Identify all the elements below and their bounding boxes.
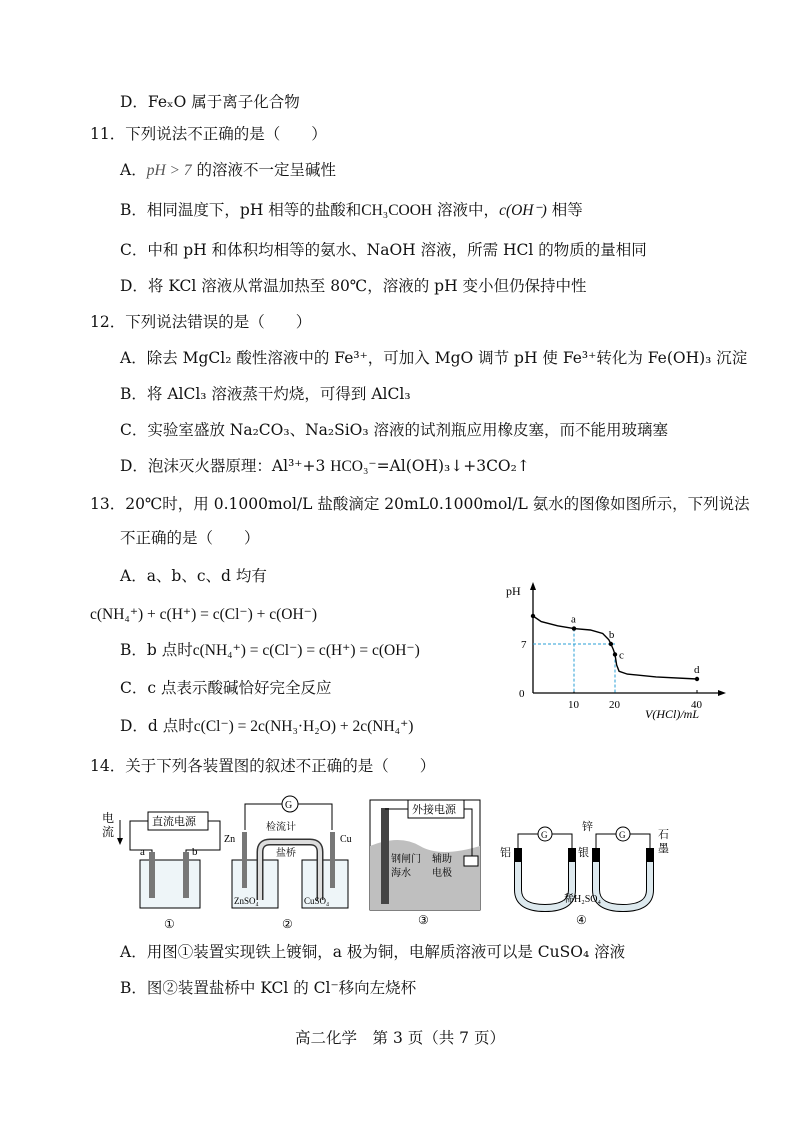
- figure-1: [102, 810, 220, 931]
- q13-option-c: C．c 点表示酸碱恰好完全反应: [120, 679, 332, 697]
- fig3-gate-label-1: 钢闸门: [391, 854, 421, 865]
- fig2-wire-right: [298, 804, 332, 830]
- fig2-zn-label: Zn: [224, 834, 236, 845]
- q11-option-a: A．pH > 7 的溶液不一定呈碱性: [120, 161, 337, 179]
- q13-option-a-equation: c(NH₄⁺) + c(H⁺) = c(Cl⁻) + c(OH⁻): [90, 606, 318, 623]
- fig4-g-left: G: [541, 830, 548, 840]
- point-c: [613, 652, 617, 656]
- option-d-prev: D．FeₓO 属于离子化合物: [120, 93, 300, 111]
- q12-option-b: B．将 AlCl₃ 溶液蒸干灼烧，可得到 AlCl₃: [120, 385, 411, 403]
- fig3-aux-electrode: [464, 856, 478, 866]
- fig4-graphite-label-2: 墨: [658, 843, 669, 855]
- fig2-cu-label: Cu: [340, 834, 352, 845]
- point-label-c: c: [619, 649, 624, 662]
- q11-option-c: C．中和 pH 和体积均相等的氨水、NaOH 溶液，所需 HCl 的物质的量相同: [120, 241, 647, 259]
- fig4-wire-right-2: [630, 834, 650, 848]
- q12-option-d: D．泡沫灭火器原理：Al³⁺+3 HCO₃⁻=Al(OH)₃↓+3CO₂↑: [120, 457, 530, 475]
- fig1-label-b: b: [192, 846, 198, 858]
- q13-stem-line1: 13．20℃时，用 0.1000mol/L 盐酸滴定 20mL0.1000mol/L 氨水的图像如图所示，下列说法: [90, 495, 750, 513]
- point-label-d: d: [694, 664, 700, 676]
- fig4-wire-right: [596, 834, 616, 848]
- q11-stem: 11．下列说法不正确的是（ ）: [90, 125, 327, 143]
- fig4-u-tube-right: [596, 848, 650, 908]
- figure-3: [370, 800, 480, 927]
- fig4-al-label: 铝: [500, 847, 511, 859]
- fig1-number: ①: [164, 917, 175, 931]
- q13-option-d: D．d 点时c(Cl⁻) = 2c(NH₃·H₂O) + 2c(NH₄⁺): [120, 717, 414, 735]
- fig1-current-label-2: 流: [102, 825, 115, 839]
- fig1-electrode-a: [149, 852, 155, 898]
- q13-option-b: B．b 点时c(NH₄⁺) = c(Cl⁻) = c(H⁺) = c(OH⁻): [120, 641, 420, 659]
- q13-stem-line2: 不正确的是（ ）: [120, 529, 260, 547]
- x-axis-arrow: [718, 690, 726, 696]
- fig2-sol1-label: ZnSO₄: [234, 896, 259, 906]
- fig4-number: ④: [576, 913, 587, 927]
- y-axis-arrow: [530, 582, 536, 590]
- fig4-ag-label: 银: [578, 847, 589, 859]
- point-d: [695, 677, 699, 681]
- point-start: [531, 614, 535, 618]
- fig3-power-label: 外接电源: [412, 804, 456, 816]
- x-tick-label-40: 40: [691, 699, 702, 711]
- fig4-acid-label: 稀H₂SO₄: [564, 894, 601, 905]
- q12-option-a: A．除去 MgCl₂ 酸性溶液中的 Fe³⁺，可加入 MgO 调节 pH 使 Fe³⁺转化为 Fe(OH)₃ 沉淀: [120, 349, 748, 367]
- page-footer: 高二化学 第 3 页（共 7 页）: [295, 1029, 505, 1047]
- fig1-current-arrowhead: [117, 838, 123, 845]
- figure-4: [500, 819, 669, 927]
- fig3-aux-label-2: 电极: [432, 868, 452, 879]
- fig1-power-label: 直流电源: [152, 816, 196, 828]
- q11-option-b: B．相同温度下，pH 相等的盐酸和CH₃COOH 溶液中，c(OH⁻) 相等: [120, 201, 583, 219]
- fig3-number: ③: [418, 913, 429, 927]
- fig2-number: ②: [282, 917, 293, 931]
- fig4-zn-label-visible: 锌: [582, 821, 593, 833]
- fig3-steel-gate: [381, 808, 389, 904]
- titration-chart: [500, 578, 730, 723]
- x-axis-label: V(HCl)/mL: [645, 707, 699, 721]
- q14-option-b: B．图②装置盐桥中 KCl 的 Cl⁻移向左烧杯: [120, 979, 417, 997]
- fig2-cu-electrode: [330, 832, 335, 888]
- q11-option-d: D．将 KCl 溶液从常温加热至 80℃，溶液的 pH 变小但仍保持中性: [120, 277, 587, 295]
- fig1-current-label-1: 电: [102, 811, 115, 825]
- fig3-gate-label-2: 海水: [391, 868, 411, 879]
- q12-stem: 12．下列说法错误的是（ ）: [90, 313, 312, 331]
- fig4-wire-left: [518, 834, 538, 848]
- y-tick-label-7: 7: [521, 639, 527, 651]
- y-axis-label: pH: [506, 584, 521, 598]
- fig4-wire-left-2: [552, 834, 572, 848]
- fig2-galvanometer-label: G: [285, 800, 293, 811]
- q13-option-a: A．a、b、c、d 均有: [120, 567, 267, 585]
- fig2-sol2-label: CuSO₄: [304, 896, 330, 906]
- fig1-label-a: a: [140, 846, 145, 858]
- x-tick-label-20: 20: [609, 699, 620, 711]
- fig2-bridge-label: 盐桥: [276, 848, 296, 859]
- fig2-zn-electrode: [242, 832, 247, 888]
- q12-option-c: C．实验室盛放 Na₂CO₃、Na₂SiO₃ 溶液的试剂瓶应用橡皮塞，而不能用玻璃塞: [120, 421, 669, 439]
- x-tick-label-10: 10: [568, 699, 579, 711]
- fig3-aux-label-1: 辅助: [432, 854, 452, 865]
- figure-2: [224, 796, 352, 931]
- x-tick-label-0: 0: [519, 688, 525, 700]
- fig4-g-right: G: [619, 830, 626, 840]
- point-b: [609, 642, 613, 646]
- point-label-a: a: [571, 613, 576, 626]
- q14-stem: 14．关于下列各装置图的叙述不正确的是（ ）: [90, 757, 436, 775]
- point-a: [572, 626, 576, 630]
- point-label-b: b: [608, 629, 615, 641]
- fig4-u-tube-right-inner: [596, 862, 650, 908]
- fig2-meter-label: 检流计: [266, 822, 296, 833]
- fig4-graphite-label-1: 石: [658, 829, 669, 841]
- fig1-electrode-b: [183, 852, 189, 898]
- q14-option-a: A．用图①装置实现铁上镀铜，a 极为铜，电解质溶液可以是 CuSO₄ 溶液: [120, 943, 626, 961]
- q14-apparatus-figures: [100, 790, 700, 938]
